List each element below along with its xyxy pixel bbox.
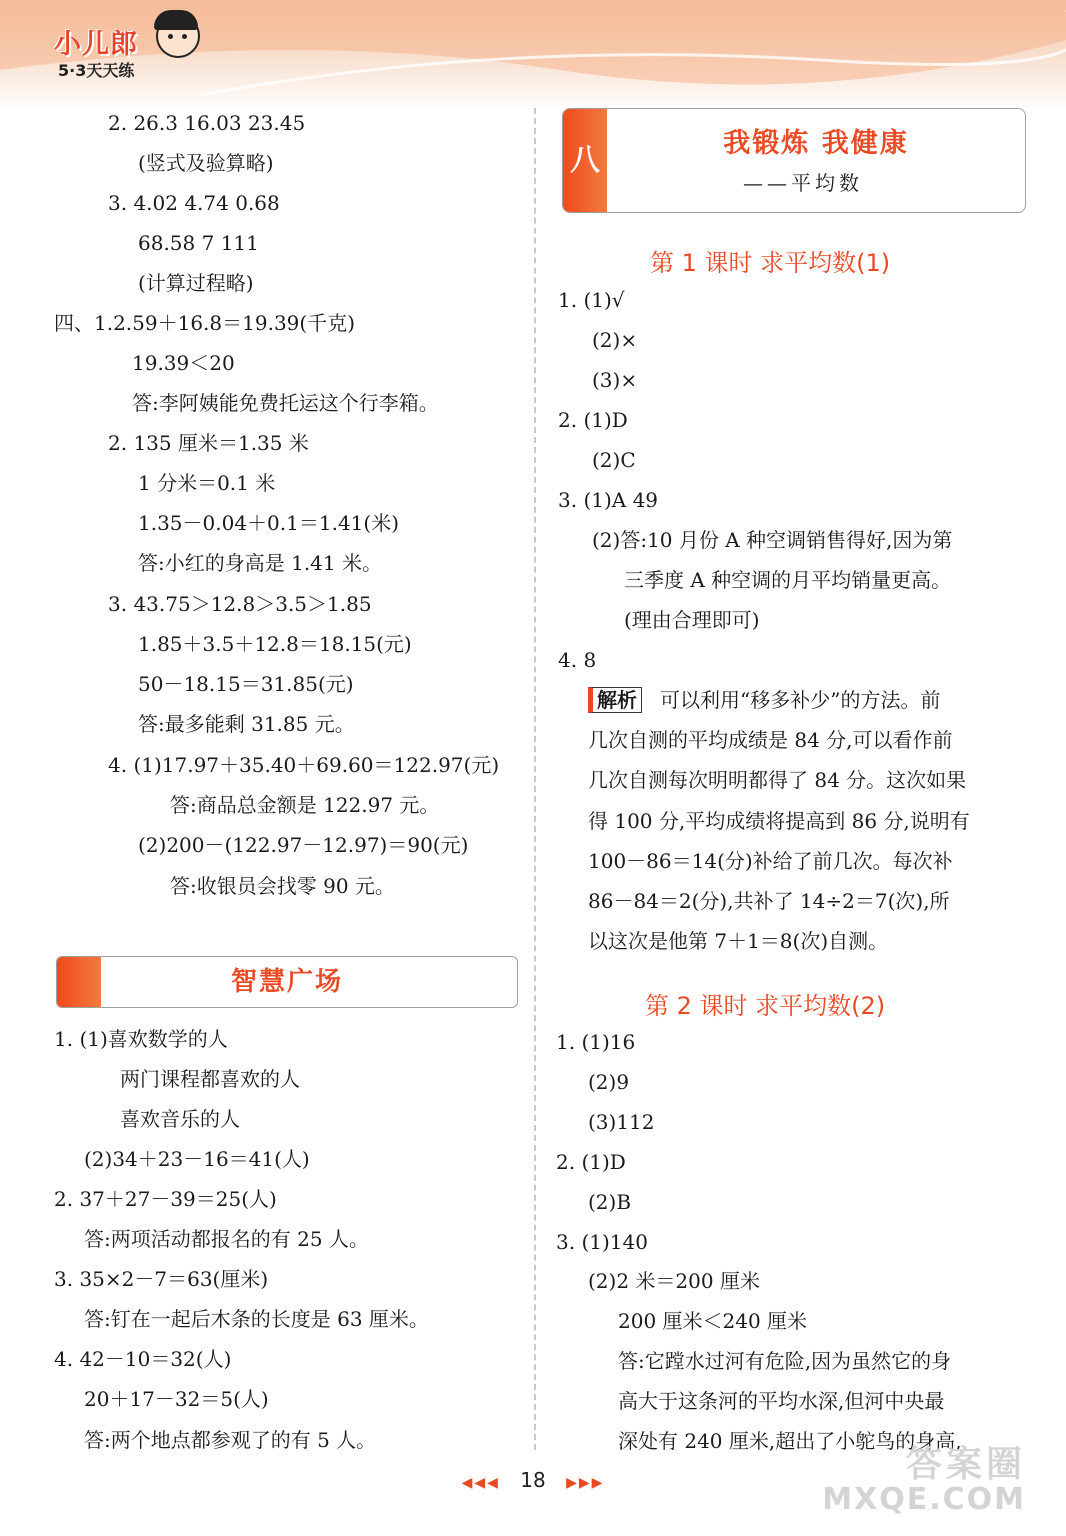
analysis-line: 86－84＝2(分),共补了 14÷2＝7(次),所	[588, 889, 950, 913]
answer-line: 4. (1)17.97＋35.40＋69.60＝122.97(元)	[108, 753, 500, 777]
answer-line: (2)B	[588, 1190, 632, 1214]
answer-line: 20＋17－32＝5(人)	[84, 1387, 269, 1411]
answer-line: (2)答:10 月份 A 种空调销售得好,因为第	[592, 528, 953, 552]
logo-text: 小儿郎	[54, 29, 138, 60]
unit-title: 我锻炼 我健康	[723, 128, 909, 159]
lesson-title: 第 2 课时 求平均数(2)	[645, 992, 886, 1020]
answer-line: 2. (1)D	[558, 408, 628, 432]
answer-line: 深处有 240 厘米,超出了小鸵鸟的身高,	[618, 1429, 962, 1453]
answer-line: 答:它蹚水过河有危险,因为虽然它的身	[618, 1349, 952, 1373]
answer-line: 喜欢音乐的人	[120, 1107, 240, 1131]
analysis-line: 得 100 分,平均成绩将提高到 86 分,说明有	[588, 809, 970, 833]
answer-line: 高大于这条河的平均水深,但河中央最	[618, 1389, 945, 1413]
analysis-line: 以这次是他第 7＋1＝8(次)自测。	[588, 929, 889, 953]
answer-line: 1.85＋3.5＋12.8＝18.15(元)	[138, 632, 412, 656]
answer-line: (理由合理即可)	[624, 608, 760, 632]
mascot-eye-icon	[182, 34, 187, 39]
mascot-hair-icon	[154, 10, 198, 30]
answer-line: 50－18.15＝31.85(元)	[138, 672, 354, 696]
section-header-box	[56, 956, 518, 1008]
answer-line: 4. 42－10＝32(人)	[54, 1347, 232, 1371]
answer-line: 答:收银员会找零 90 元。	[170, 874, 395, 898]
prev-arrows-icon: ◀◀◀	[461, 1475, 500, 1491]
mascot-eye-icon	[168, 34, 173, 39]
answer-line: 1 分米＝0.1 米	[138, 471, 276, 495]
watermark-url: MXQE.COM	[822, 1482, 1026, 1517]
answer-line: 答:两个地点都参观了的有 5 人。	[84, 1428, 377, 1452]
answer-line: 两门课程都喜欢的人	[120, 1067, 300, 1091]
answer-line: 1. (1)喜欢数学的人	[54, 1027, 228, 1051]
page-number: 18	[520, 1468, 546, 1492]
answer-line: (2)×	[592, 328, 638, 352]
watermark-text: 答案圈	[905, 1444, 1026, 1485]
answer-line: 3. 43.75＞12.8＞3.5＞1.85	[108, 592, 372, 616]
answer-line: 四、1.2.59＋16.8＝19.39(千克)	[54, 311, 356, 335]
answer-line: 1. (1)√	[558, 288, 625, 312]
analysis-first-line	[588, 680, 940, 720]
analysis-line: 几次自测的平均成绩是 84 分,可以看作前	[588, 728, 953, 752]
answer-line: (3)112	[588, 1110, 655, 1134]
answer-line: 三季度 A 种空调的月平均销量更高。	[624, 568, 952, 592]
answer-line: 1.35－0.04＋0.1＝1.41(米)	[138, 511, 400, 535]
answer-line: (计算过程略)	[138, 271, 254, 295]
answer-line: 19.39＜20	[132, 351, 235, 375]
lesson-title: 第 1 课时 求平均数(1)	[650, 249, 891, 277]
answer-line: (2)200－(122.97－12.97)＝90(元)	[138, 833, 469, 857]
answer-line: 2. 26.3 16.03 23.45	[108, 111, 306, 135]
answer-line: (2)C	[592, 448, 636, 472]
answer-line: 2. (1)D	[556, 1150, 626, 1174]
section-title: 智慧广场	[230, 967, 343, 997]
answer-line: 答:两项活动都报名的有 25 人。	[84, 1227, 369, 1251]
analysis-tag: 解析	[588, 687, 642, 713]
unit-header-box	[562, 108, 1026, 213]
unit-number: 八	[570, 143, 600, 178]
logo-subtitle: 5·3天天练	[58, 61, 135, 80]
unit-subtitle: ——平均数	[743, 171, 863, 195]
next-arrows-icon: ▶▶▶	[566, 1475, 605, 1491]
watermark	[822, 1446, 1026, 1516]
answer-line: 3. (1)A 49	[558, 488, 659, 512]
answer-line: 答:小红的身高是 1.41 米。	[138, 551, 382, 575]
answer-line: 4. 8	[558, 648, 597, 672]
answer-line: 答:李阿姨能免费托运这个行李箱。	[132, 391, 439, 415]
answer-line: (2)2 米＝200 厘米	[588, 1269, 760, 1293]
answer-line: 答:商品总金额是 122.97 元。	[170, 793, 440, 817]
answer-line: 3. 4.02 4.74 0.68	[108, 191, 280, 215]
analysis-text: 可以利用“移多补少”的方法。前	[660, 688, 941, 712]
answer-line: 200 厘米＜240 厘米	[618, 1309, 808, 1333]
answer-line: 答:钉在一起后木条的长度是 63 厘米。	[84, 1307, 429, 1331]
answer-line: 3. 35×2－7＝63(厘米)	[54, 1267, 269, 1291]
answer-line: (3)×	[592, 368, 638, 392]
answer-line: 3. (1)140	[556, 1230, 648, 1254]
answer-line: (2)34＋23－16＝41(人)	[84, 1147, 310, 1171]
answer-line: 1. (1)16	[556, 1030, 636, 1054]
analysis-line: 100－86＝14(分)补给了前几次。每次补	[588, 849, 953, 873]
column-divider	[534, 108, 536, 1450]
answer-line: (竖式及验算略)	[138, 151, 274, 175]
answer-line: (2)9	[588, 1070, 630, 1094]
answer-line: 2. 37＋27－39＝25(人)	[54, 1187, 277, 1211]
answer-line: 68.58 7 111	[138, 231, 259, 255]
answer-line: 答:最多能剩 31.85 元。	[138, 712, 355, 736]
analysis-line: 几次自测每次明明都得了 84 分。这次如果	[588, 768, 967, 792]
answer-line: 2. 135 厘米＝1.35 米	[108, 431, 309, 455]
